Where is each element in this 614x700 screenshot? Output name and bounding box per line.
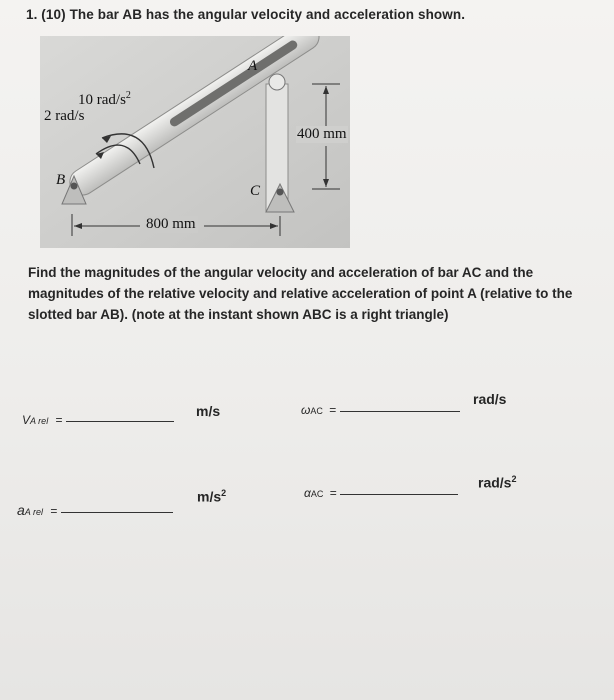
width-dimension-label: 800 mm [146, 216, 196, 232]
label-b: B [56, 172, 66, 188]
aa-rel-unit-exponent: 2 [221, 488, 227, 498]
label-a: A [248, 58, 258, 74]
alpha-label [78, 90, 131, 109]
question-text: Find the magnitudes of the angular velocity and acceleration of bar AC and the magnitudes of the relative velocity and relative acceleration of point A (relative to the slotted bar AB). (note at the instant shown ABC is a right triangle) [28, 265, 573, 322]
omega-ac-answer-blank[interactable] [340, 410, 460, 412]
va-rel-answer-blank[interactable] [66, 420, 174, 422]
aa-rel-unit [197, 488, 226, 505]
omega-ac-equals: = [329, 403, 337, 417]
alpha-ac-unit [478, 474, 516, 491]
va-rel-symbol: V [22, 413, 31, 427]
alpha-ac-subscript: AC [310, 489, 324, 499]
alpha-value: 10 rad/s [78, 92, 126, 108]
omega-ac-symbol: ω [301, 403, 311, 417]
alpha-exponent: 2 [125, 90, 131, 101]
va-rel-unit: m/s [196, 403, 221, 419]
omega-ac-subscript: AC [310, 406, 323, 416]
va-rel-row [22, 413, 174, 427]
omega-label: 2 rad/s [44, 108, 85, 124]
va-rel-equals: = [55, 413, 63, 427]
aa-rel-symbol: a [17, 502, 25, 518]
alpha-ac-answer-blank[interactable] [340, 493, 458, 495]
omega-ac-row [301, 403, 460, 417]
aa-rel-unit-base: m/s [197, 488, 222, 505]
alpha-ac-symbol: α [304, 486, 311, 500]
alpha-ac-equals: = [329, 486, 337, 500]
omega-ac-unit: rad/s [473, 391, 507, 407]
alpha-ac-unit-exponent: 2 [511, 474, 517, 484]
problem-header: 1. (10) The bar AB has the angular velocity and acceleration shown. [26, 7, 466, 22]
aa-rel-equals: = [50, 504, 58, 518]
alpha-ac-row [304, 486, 458, 500]
height-dimension-label: 400 mm [297, 126, 347, 142]
aa-rel-answer-blank[interactable] [61, 511, 173, 513]
label-c: C [250, 183, 261, 199]
mechanism-figure [40, 36, 350, 248]
va-rel-subscript: A rel [30, 416, 49, 426]
aa-rel-subscript: A rel [24, 507, 43, 517]
aa-rel-row [17, 502, 173, 518]
alpha-ac-unit-base: rad/s [478, 474, 512, 491]
